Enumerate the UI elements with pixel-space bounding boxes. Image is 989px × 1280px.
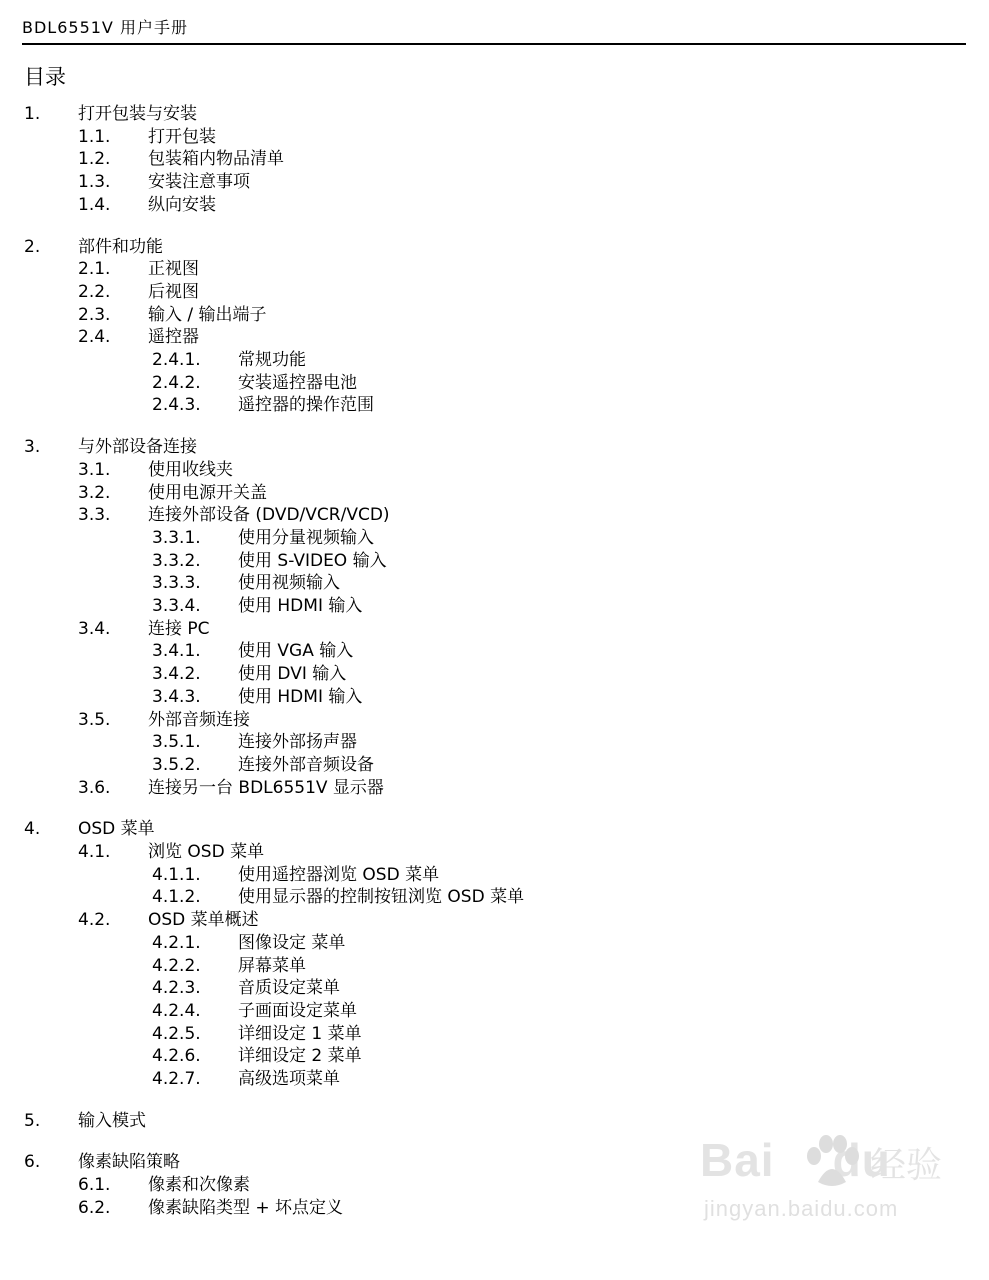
toc-entry-label: 子画面设定菜单 (238, 1000, 357, 1021)
toc-entry-label: 高级选项菜单 (238, 1069, 340, 1089)
toc-entry-label: 像素缺陷类型 + 坏点定义 (148, 1197, 344, 1218)
toc-entry-number: 3.4. (78, 618, 111, 639)
toc-entry-label: 详细设定 2 菜单 (238, 1046, 362, 1067)
toc-entry-label: 使用电源开关盖 (148, 482, 267, 503)
toc-entry-label: OSD 菜单概述 (148, 910, 259, 931)
toc-entry-number: 3. (24, 437, 41, 458)
toc-entry-number: 4.2.7. (152, 1069, 201, 1089)
toc-entry-number: 1. (24, 104, 41, 124)
watermark-logo-part2: du (832, 1134, 891, 1186)
toc-entry-number: 2.4.1. (152, 350, 201, 370)
toc-entry-label: 像素缺陷策略 (78, 1152, 180, 1173)
toc-entry-number: 2.4.2. (152, 372, 201, 393)
toc-entry-label: 输入 / 输出端子 (148, 304, 267, 325)
toc-entry-number: 2.4.3. (152, 395, 201, 416)
toc-entry-number: 3.4.3. (152, 686, 201, 707)
toc-entry-label: 像素和次像素 (148, 1175, 250, 1196)
toc-entry-label: 使用 VGA 输入 (238, 641, 354, 662)
watermark-url: jingyan.baidu.com (704, 1196, 899, 1221)
header-title: BDL6551V 用户手册 (22, 18, 188, 37)
toc-entry-number: 4.2.3. (152, 978, 201, 999)
toc-entry-label: 屏幕菜单 (238, 955, 306, 976)
toc-entry-number: 1.3. (78, 172, 111, 193)
toc-entry-label: 连接另一台 BDL6551V 显示器 (148, 777, 384, 798)
toc-entry-label: 与外部设备连接 (78, 437, 197, 458)
toc-entry-label: 图像设定 菜单 (238, 932, 346, 953)
watermark-logo-part1: Bai (700, 1134, 775, 1186)
toc-entry-label: 浏览 OSD 菜单 (148, 842, 265, 862)
toc-entry-label: 使用 HDMI 输入 (238, 686, 363, 707)
toc-entry-label: 连接外部音频设备 (238, 754, 374, 775)
toc-entry-number: 3.3. (78, 505, 111, 526)
toc-entry-label: 正视图 (148, 259, 199, 280)
toc-entry-label: OSD 菜单 (78, 819, 155, 840)
toc-entry-number: 3.1. (78, 459, 111, 480)
toc-entry-label: 使用 DVI 输入 (238, 664, 347, 685)
toc-entry-number: 3.3.4. (152, 596, 201, 616)
toc-entry-label: 使用视频输入 (238, 573, 340, 594)
toc-entry-label: 安装遥控器电池 (238, 372, 357, 393)
toc-entry-label: 连接外部设备 (DVD/VCR/VCD) (148, 505, 390, 526)
toc-title: 目录 (24, 65, 66, 89)
toc-entry-number: 4.1.1. (152, 864, 201, 885)
toc-entry-label: 连接 PC (148, 618, 210, 639)
toc-entry-number: 3.6. (78, 777, 111, 798)
toc-entry-number: 4.2.4. (152, 1000, 201, 1021)
toc-entry-number: 4.1. (78, 842, 111, 862)
toc-entry-number: 3.5.1. (152, 732, 201, 753)
toc-entry-number: 3.3.3. (152, 573, 201, 594)
toc-entry-number: 1.1. (78, 126, 111, 147)
toc-entry-number: 4. (24, 819, 41, 840)
toc-entry-label: 打开包装 (148, 126, 216, 147)
toc-entry-number: 2. (24, 236, 41, 257)
toc-entry-label: 纵向安装 (148, 194, 216, 215)
toc-entry-number: 4.2.2. (152, 955, 201, 976)
toc-entry-label: 使用分量视频输入 (238, 527, 374, 548)
toc-entry-number: 3.5.2. (152, 754, 201, 775)
toc-entry-label: 音质设定菜单 (238, 978, 340, 999)
toc-entry-label: 打开包装与安装 (78, 104, 197, 124)
toc-entry-number: 6.2. (78, 1197, 111, 1218)
toc-entry-label: 详细设定 1 菜单 (238, 1023, 362, 1044)
toc-entry-number: 3.5. (78, 709, 111, 730)
toc-entry-number: 4.2. (78, 910, 111, 931)
toc-entry-label: 使用 S-VIDEO 输入 (238, 550, 387, 571)
toc-entry-label: 后视图 (148, 281, 199, 302)
watermark-product: 经验 (870, 1145, 943, 1186)
toc-entry-label: 使用显示器的控制按钮浏览 OSD 菜单 (238, 887, 525, 908)
toc-entry-number: 1.4. (78, 194, 111, 215)
toc-entry-number: 3.4.2. (152, 664, 201, 685)
toc-entry-label: 连接外部扬声器 (238, 732, 357, 753)
toc-entry-number: 3.3.1. (152, 527, 201, 548)
toc-entry-number: 2.2. (78, 281, 111, 302)
toc-entry-number: 3.4.1. (152, 641, 201, 662)
toc-entry-number: 2.4. (78, 327, 111, 348)
toc-entry-label: 输入模式 (78, 1110, 146, 1131)
watermark (700, 1130, 960, 1240)
toc-entry-label: 遥控器的操作范围 (238, 395, 374, 416)
toc-entry-number: 6. (24, 1152, 41, 1173)
toc-entry-number: 6.1. (78, 1175, 111, 1196)
baidu-paw-icon (800, 1132, 864, 1192)
toc-entry-number: 4.2.5. (152, 1023, 201, 1044)
toc-entry-label: 遥控器 (148, 327, 199, 348)
toc-entry-label: 包装箱内物品清单 (148, 149, 284, 170)
toc-entry-label: 使用收线夹 (148, 459, 233, 480)
toc-entry-number: 2.1. (78, 259, 111, 280)
toc-entry-number: 5. (24, 1110, 41, 1131)
toc-entry-number: 3.2. (78, 482, 111, 503)
toc-entry-label: 使用 HDMI 输入 (238, 596, 363, 616)
toc-entry-label: 使用遥控器浏览 OSD 菜单 (238, 864, 440, 885)
toc-entry-number: 3.3.2. (152, 550, 201, 571)
toc-entry-label: 外部音频连接 (148, 709, 250, 730)
toc-entry-label: 安装注意事项 (148, 172, 250, 193)
toc-entry-number: 4.2.6. (152, 1046, 201, 1067)
toc-entry-label: 部件和功能 (78, 236, 163, 257)
toc-entry-number: 2.3. (78, 304, 111, 325)
toc-entry-number: 1.2. (78, 149, 111, 170)
toc-entry-number: 4.2.1. (152, 932, 201, 953)
toc-entry-label: 常规功能 (238, 350, 306, 370)
toc-entry-number: 4.1.2. (152, 887, 201, 908)
